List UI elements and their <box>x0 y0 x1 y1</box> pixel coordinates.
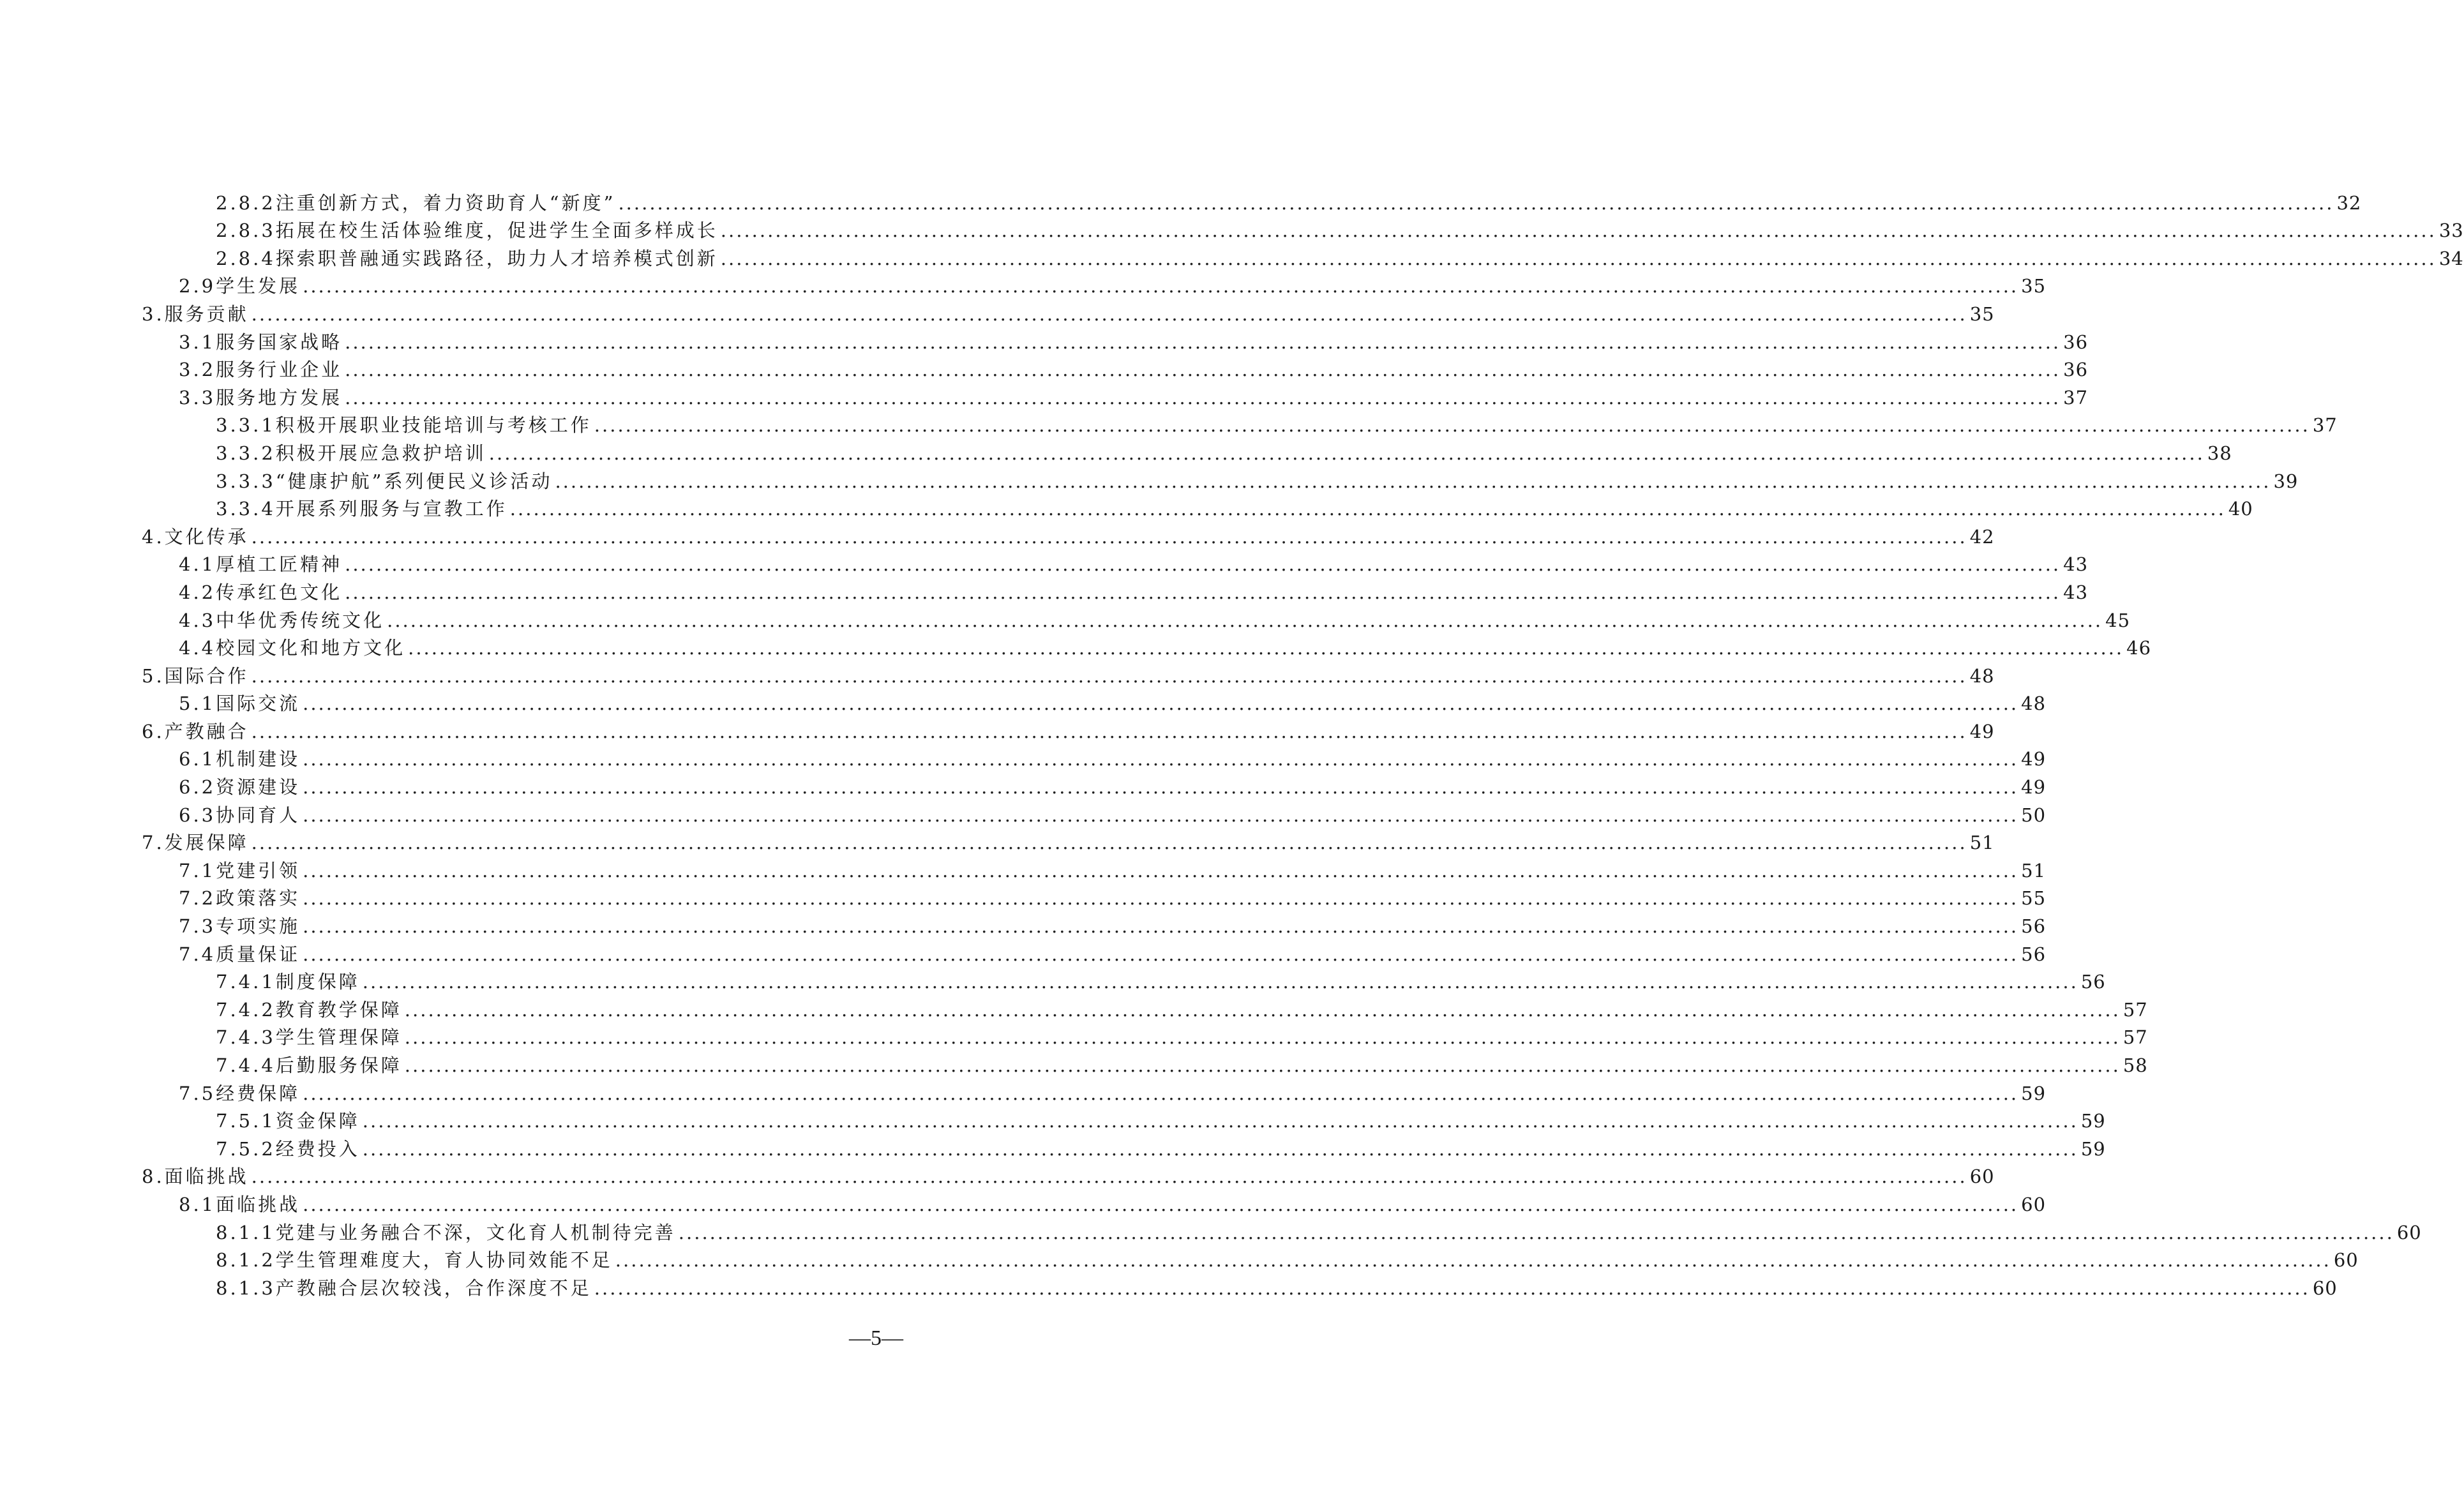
toc-leader-dots: ............................................................................................................................................................................................................................ <box>251 303 1967 325</box>
toc-entry-page: 57 <box>2122 998 2148 1021</box>
toc-entry-title: 7.4.2教育教学保障 <box>216 998 402 1021</box>
toc-entry[interactable] <box>142 381 2089 409</box>
toc-entry-title: 7.1党建引领 <box>179 859 301 882</box>
toc-leader-dots: ............................................................................................................................................................................................................................ <box>251 832 1967 854</box>
toc-entry[interactable] <box>142 409 2338 437</box>
toc-entry-page: 42 <box>1969 525 1995 548</box>
toc-entry[interactable] <box>142 910 2047 938</box>
toc-entry[interactable] <box>142 437 2232 465</box>
toc-entry[interactable] <box>142 1077 2047 1105</box>
toc-entry-page: 40 <box>2228 498 2253 520</box>
toc-entry-title: 7.3专项实施 <box>179 915 301 938</box>
toc-entry[interactable] <box>142 882 2047 910</box>
toc-leader-dots: ............................................................................................................................................................................................................................ <box>488 442 2205 464</box>
toc-entry-page: 59 <box>2021 1082 2047 1104</box>
toc-entry-page: 59 <box>2080 1110 2106 1132</box>
toc-entry-title: 4.4校园文化和地方文化 <box>179 637 406 659</box>
toc-entry[interactable] <box>142 743 2047 771</box>
toc-leader-dots: ............................................................................................................................................................................................................................ <box>345 331 2061 353</box>
toc-leader-dots: ............................................................................................................................................................................................................................ <box>408 637 2124 659</box>
toc-entry-page: 38 <box>2207 442 2232 464</box>
toc-entry[interactable] <box>142 548 2089 576</box>
toc-entry-page: 56 <box>2021 915 2047 938</box>
toc-entry-page: 49 <box>1969 720 1995 742</box>
toc-entry[interactable] <box>142 1272 2338 1300</box>
toc-entry-page: 36 <box>2063 359 2089 381</box>
toc-entry[interactable] <box>142 297 1995 326</box>
toc-entry-title: 7.4.3学生管理保障 <box>216 1026 402 1049</box>
toc-entry-title: 3.3.3“健康护航”系列便民义诊活动 <box>216 470 553 492</box>
toc-entry[interactable] <box>142 1244 2359 1272</box>
toc-entry-title: 7.4.4后勤服务保障 <box>216 1054 402 1076</box>
toc-leader-dots: ............................................................................................................................................................................................................................ <box>303 693 2019 715</box>
toc-entry[interactable] <box>142 1021 2148 1049</box>
toc-leader-dots: ............................................................................................................................................................................................................................ <box>362 1137 2078 1160</box>
toc-entry-page: 60 <box>2312 1277 2338 1299</box>
toc-leader-dots: ............................................................................................................................................................................................................................ <box>251 720 1967 742</box>
toc-entry-page: 57 <box>2122 1026 2148 1049</box>
toc-entry-page: 50 <box>2021 804 2047 826</box>
toc-entry[interactable] <box>142 632 2152 660</box>
toc-leader-dots: ............................................................................................................................................................................................................................ <box>303 804 2019 826</box>
toc-leader-dots: ............................................................................................................................................................................................................................ <box>251 664 1967 687</box>
toc-entry-page: 59 <box>2080 1137 2106 1160</box>
toc-entry-page: 37 <box>2063 386 2089 409</box>
toc-leader-dots: ............................................................................................................................................................................................................................ <box>303 887 2019 910</box>
toc-entry-page: 35 <box>1969 303 1995 325</box>
toc-entry-title: 7.5.2经费投入 <box>216 1137 360 1160</box>
toc-entry[interactable] <box>142 1160 1995 1189</box>
table-of-contents <box>142 186 2464 1300</box>
page-number: —5— <box>849 1326 903 1350</box>
toc-entry-title: 7.4.1制度保障 <box>216 971 360 993</box>
toc-entry-page: 33 <box>2438 220 2464 242</box>
toc-entry-title: 7.4质量保证 <box>179 943 301 965</box>
toc-entry[interactable] <box>142 1105 2106 1133</box>
toc-entry-title: 3.3.1积极开展职业技能培训与考核工作 <box>216 414 592 437</box>
toc-leader-dots: ............................................................................................................................................................................................................................ <box>303 943 2019 965</box>
toc-leader-dots: ............................................................................................................................................................................................................................ <box>362 1110 2078 1132</box>
toc-entry-page: 56 <box>2021 943 2047 965</box>
toc-entry-title: 2.8.3拓展在校生活体验维度，促进学生全面多样成长 <box>216 220 718 242</box>
toc-entry[interactable] <box>142 1049 2148 1077</box>
toc-entry-title: 6.2资源建设 <box>179 776 301 799</box>
toc-entry[interactable] <box>142 186 2362 214</box>
toc-entry[interactable] <box>142 270 2047 298</box>
toc-entry[interactable] <box>142 1188 2047 1216</box>
toc-leader-dots: ............................................................................................................................................................................................................................ <box>345 553 2061 576</box>
toc-entry-title: 6.1机制建设 <box>179 748 301 770</box>
toc-entry[interactable] <box>142 520 1995 548</box>
toc-entry-page: 32 <box>2336 191 2362 214</box>
toc-leader-dots: ............................................................................................................................................................................................................................ <box>345 386 2061 409</box>
toc-entry[interactable] <box>142 854 2047 882</box>
toc-entry-page: 45 <box>2105 609 2131 631</box>
toc-entry-title: 3.3.4开展系列服务与宣教工作 <box>216 498 507 520</box>
toc-entry-title: 5.1国际交流 <box>179 693 301 715</box>
toc-leader-dots: ............................................................................................................................................................................................................................ <box>345 581 2061 603</box>
toc-entry-page: 46 <box>2126 637 2152 659</box>
toc-entry-title: 8.1.1党建与业务融合不深，文化育人机制待完善 <box>216 1221 676 1243</box>
toc-leader-dots: ............................................................................................................................................................................................................................ <box>303 915 2019 938</box>
toc-leader-dots: ............................................................................................................................................................................................................................ <box>387 609 2103 631</box>
toc-entry-page: 39 <box>2273 470 2299 492</box>
toc-entry[interactable] <box>142 354 2089 382</box>
toc-entry-page: 55 <box>2021 887 2047 910</box>
toc-entry[interactable] <box>142 1216 2422 1244</box>
toc-leader-dots: ............................................................................................................................................................................................................................ <box>303 859 2019 882</box>
toc-entry[interactable] <box>142 1132 2106 1160</box>
toc-entry-title: 5.国际合作 <box>142 664 249 687</box>
toc-entry-title: 7.5.1资金保障 <box>216 1110 360 1132</box>
toc-entry-page: 43 <box>2063 553 2089 576</box>
toc-leader-dots: ............................................................................................................................................................................................................................ <box>509 498 2226 520</box>
toc-leader-dots: ............................................................................................................................................................................................................................ <box>678 1221 2394 1243</box>
toc-leader-dots: ............................................................................................................................................................................................................................ <box>404 998 2121 1021</box>
toc-entry[interactable] <box>142 715 1995 743</box>
toc-leader-dots: ............................................................................................................................................................................................................................ <box>404 1054 2121 1076</box>
toc-entry[interactable] <box>142 214 2464 243</box>
toc-leader-dots: ............................................................................................................................................................................................................................ <box>303 275 2019 297</box>
toc-leader-dots: ............................................................................................................................................................................................................................ <box>404 1026 2121 1049</box>
toc-entry-page: 60 <box>1969 1166 1995 1188</box>
toc-entry-page: 36 <box>2063 331 2089 353</box>
toc-entry-title: 8.1.2学生管理难度大，育人协同效能不足 <box>216 1249 613 1272</box>
toc-entry[interactable] <box>142 465 2299 493</box>
toc-entry-title: 8.1面临挑战 <box>179 1193 301 1215</box>
toc-leader-dots: ............................................................................................................................................................................................................................ <box>251 1166 1967 1188</box>
toc-entry-title: 3.3.2积极开展应急救护培训 <box>216 442 486 464</box>
toc-entry[interactable] <box>142 604 2131 632</box>
toc-leader-dots: ............................................................................................................................................................................................................................ <box>594 414 2310 437</box>
toc-entry-page: 35 <box>2021 275 2047 297</box>
toc-entry[interactable] <box>142 770 2047 799</box>
toc-entry-title: 8.1.3产教融合层次较浅，合作深度不足 <box>216 1277 592 1299</box>
toc-entry[interactable] <box>142 938 2047 966</box>
toc-entry-title: 4.2传承红色文化 <box>179 581 343 603</box>
toc-entry-title: 4.1厚植工匠精神 <box>179 553 343 576</box>
toc-entry-title: 8.面临挑战 <box>142 1166 249 1188</box>
toc-leader-dots: ............................................................................................................................................................................................................................ <box>251 525 1967 548</box>
toc-entry-title: 7.5经费保障 <box>179 1082 301 1104</box>
toc-leader-dots: ............................................................................................................................................................................................................................ <box>615 1249 2331 1272</box>
toc-entry-page: 51 <box>2021 859 2047 882</box>
toc-entry-title: 7.2政策落实 <box>179 887 301 910</box>
toc-entry-page: 58 <box>2122 1054 2148 1076</box>
toc-entry[interactable] <box>142 799 2047 827</box>
toc-entry[interactable] <box>142 576 2089 604</box>
toc-entry[interactable] <box>142 966 2106 994</box>
toc-leader-dots: ............................................................................................................................................................................................................................ <box>594 1277 2310 1299</box>
toc-entry-page: 60 <box>2021 1193 2047 1215</box>
toc-leader-dots: ............................................................................................................................................................................................................................ <box>345 359 2061 381</box>
toc-entry[interactable] <box>142 326 2089 354</box>
toc-leader-dots: ............................................................................................................................................................................................................................ <box>720 220 2437 242</box>
toc-leader-dots: ............................................................................................................................................................................................................................ <box>618 191 2334 214</box>
toc-entry-page: 51 <box>1969 832 1995 854</box>
toc-entry-title: 6.产教融合 <box>142 720 249 742</box>
toc-entry-title: 4.3中华优秀传统文化 <box>179 609 385 631</box>
toc-leader-dots: ............................................................................................................................................................................................................................ <box>720 247 2437 269</box>
toc-leader-dots: ............................................................................................................................................................................................................................ <box>362 971 2078 993</box>
toc-entry-page: 43 <box>2063 581 2089 603</box>
toc-leader-dots: ............................................................................................................................................................................................................................ <box>303 1193 2019 1215</box>
toc-entry-page: 49 <box>2021 748 2047 770</box>
toc-entry[interactable] <box>142 242 2464 270</box>
toc-leader-dots: ............................................................................................................................................................................................................................ <box>303 776 2019 799</box>
toc-entry-page: 34 <box>2438 247 2464 269</box>
toc-entry-page: 60 <box>2396 1221 2422 1243</box>
toc-entry-title: 3.服务贡献 <box>142 303 249 325</box>
toc-entry-page: 56 <box>2080 971 2106 993</box>
toc-entry[interactable] <box>142 687 2047 716</box>
toc-leader-dots: ............................................................................................................................................................................................................................ <box>303 1082 2019 1104</box>
toc-entry-title: 6.3协同育人 <box>179 804 301 826</box>
toc-entry-title: 3.3服务地方发展 <box>179 386 343 409</box>
toc-entry-title: 2.9学生发展 <box>179 275 301 297</box>
toc-entry[interactable] <box>142 659 1995 687</box>
toc-entry-title: 3.1服务国家战略 <box>179 331 343 353</box>
toc-entry-page: 49 <box>2021 776 2047 799</box>
toc-entry-page: 37 <box>2312 414 2338 437</box>
toc-entry[interactable] <box>142 493 2253 521</box>
toc-entry-title: 7.发展保障 <box>142 832 249 854</box>
toc-entry-title: 2.8.4探索职普融通实践路径，助力人才培养模式创新 <box>216 247 718 269</box>
toc-entry-page: 60 <box>2333 1249 2359 1272</box>
toc-entry-title: 3.2服务行业企业 <box>179 359 343 381</box>
toc-entry-title: 2.8.2注重创新方式，着力资助育人“新度” <box>216 191 616 214</box>
toc-entry[interactable] <box>142 827 1995 855</box>
toc-leader-dots: ............................................................................................................................................................................................................................ <box>555 470 2271 492</box>
toc-entry-title: 4.文化传承 <box>142 525 249 548</box>
toc-entry-page: 48 <box>1969 664 1995 687</box>
toc-entry-page: 48 <box>2021 693 2047 715</box>
toc-leader-dots: ............................................................................................................................................................................................................................ <box>303 748 2019 770</box>
toc-entry[interactable] <box>142 993 2148 1021</box>
